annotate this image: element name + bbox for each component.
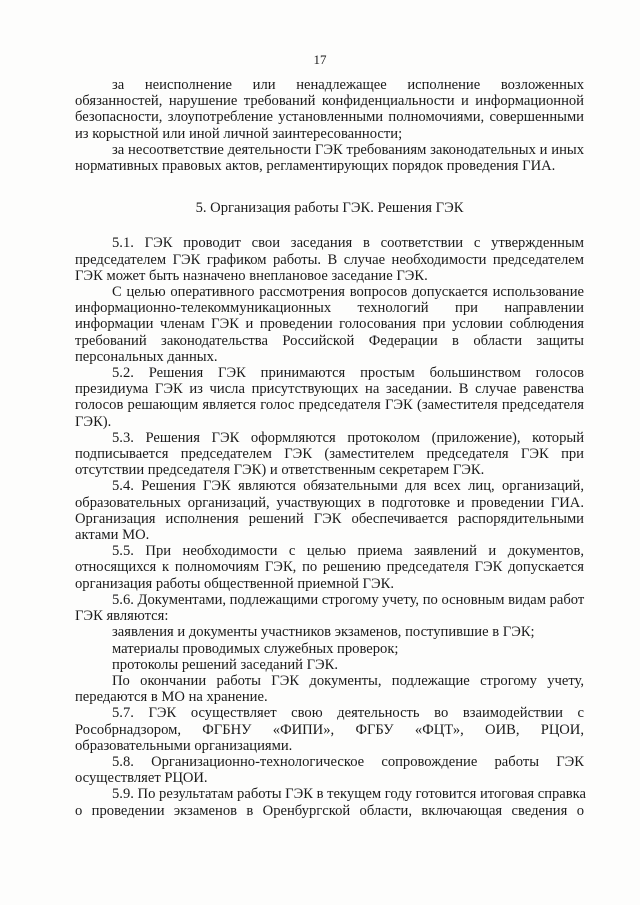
text-line: персональных данных. <box>75 348 218 365</box>
text-line: 5.3. Решения ГЭК оформляются протоколом (приложение), который <box>112 429 584 446</box>
list-item: заявления и документы участников экзаменов, поступившие в ГЭК; <box>112 624 535 641</box>
text-line: Рособрнадзором, ФГБНУ «ФИПИ», ФГБУ «ФЦТ», ОИВ, РЦОИ, <box>75 721 584 738</box>
paragraph-5-3 <box>75 430 584 479</box>
list-item: материалы проводимых служебных проверок; <box>112 640 399 657</box>
text-line: 5.1. ГЭК проводит свои заседания в соответствии с утвержденным <box>112 235 584 252</box>
paragraph-5-7 <box>75 705 584 754</box>
list-item: протоколы решений заседаний ГЭК. <box>112 656 339 673</box>
paragraph-5-2 <box>75 365 584 430</box>
paragraph-intro-2 <box>75 142 584 174</box>
text-line: относящихся к полномочиям ГЭК, по решению председателя ГЭК допускается <box>75 559 584 576</box>
paragraph-5-1 <box>75 235 584 284</box>
text-line: президиума ГЭК из числа присутствующих на заседании. В случае равенства <box>75 381 584 398</box>
paragraph-5-6 <box>75 592 584 624</box>
text-line: нормативных правовых актов, регламентирующих порядок проведения ГИА. <box>75 158 556 175</box>
text-line: из корыстной или иной личной заинтересованности; <box>75 125 403 142</box>
text-line: 5.9. По результатам работы ГЭК в текущем году готовится итоговая справка <box>112 786 587 803</box>
text-line: образовательными организациями. <box>75 737 293 754</box>
text-line: председателем ГЭК графиком работы. В случае необходимости председателем <box>75 251 584 268</box>
text-line: безопасности, злоупотребление установленными полномочиями, совершенными <box>75 109 584 126</box>
text-line: ГЭК). <box>75 413 112 430</box>
text-line: голосов решающим является голос председателя ГЭК (заместителя председателя <box>75 397 584 414</box>
text-line: 5.5. При необходимости с целью приема заявлений и документов, <box>112 543 584 560</box>
text-line: Организация исполнения решений ГЭК обеспечивается распорядительными <box>75 510 584 527</box>
text-line: отсутствии председателя ГЭК) и ответственным секретарем ГЭК. <box>75 462 485 479</box>
text-line: 5.2. Решения ГЭК принимаются простым большинством голосов <box>112 365 584 382</box>
text-line: информации членам ГЭК и проведении голосования при условии соблюдения <box>75 316 584 333</box>
text-line: ГЭК являются: <box>75 608 169 625</box>
paragraph-5-1-b <box>75 284 584 365</box>
page-number: 17 <box>313 52 327 67</box>
text-line: С целью оперативного рассмотрения вопросов допускается использование <box>112 284 584 301</box>
section-heading: 5. Организация работы ГЭК. Решения ГЭК <box>195 200 464 217</box>
paragraph-intro <box>75 77 584 142</box>
text-line: 5.8. Организационно-технологическое сопровождение работы ГЭК <box>112 753 584 770</box>
text-line: осуществляет РЦОИ. <box>75 770 208 787</box>
text-line: 5.6. Документами, подлежащими строгому учету, по основным видам работ <box>112 591 585 608</box>
text-line: информационно-телекоммуникационных технологий при направлении <box>75 300 584 317</box>
text-line: передаются в МО на хранение. <box>75 689 268 706</box>
text-line: за неисполнение или ненадлежащее исполнение возложенных <box>112 77 584 93</box>
paragraph-5-6-b <box>75 673 584 705</box>
paragraph-5-8 <box>75 754 584 786</box>
text-line: 5.4. Решения ГЭК являются обязательными для всех лиц, организаций, <box>112 478 584 495</box>
text-line: образовательных организаций, участвующих в подготовке и проведении ГИА. <box>75 494 584 511</box>
text-line: 5.7. ГЭК осуществляет свою деятельность во взаимодействии с <box>112 705 584 722</box>
text-line: организация работы общественной приемной ГЭК. <box>75 575 394 592</box>
paragraph-5-5 <box>75 543 584 592</box>
text-line: актами МО. <box>75 527 150 544</box>
paragraph-5-9 <box>75 786 587 819</box>
paragraph-5-4 <box>75 478 584 543</box>
text-line: за несоответствие деятельности ГЭК требованиям законодательных и иных <box>112 141 584 158</box>
text-line: По окончании работы ГЭК документы, подлежащие строгому учету, <box>112 672 584 689</box>
text-line: подписывается председателем ГЭК (заместителем председателя ГЭК при <box>75 446 584 463</box>
text-line: обязанностей, нарушение требований конфиденциальности и информационной <box>75 93 584 110</box>
document-body <box>75 77 587 819</box>
text-line: ГЭК может быть назначено внеплановое заседание ГЭК. <box>75 267 428 284</box>
text-line: требований законодательства Российской Федерации в области защиты <box>75 332 584 349</box>
text-line: о проведении экзаменов в Оренбургской области, включающая сведения о <box>75 802 584 819</box>
